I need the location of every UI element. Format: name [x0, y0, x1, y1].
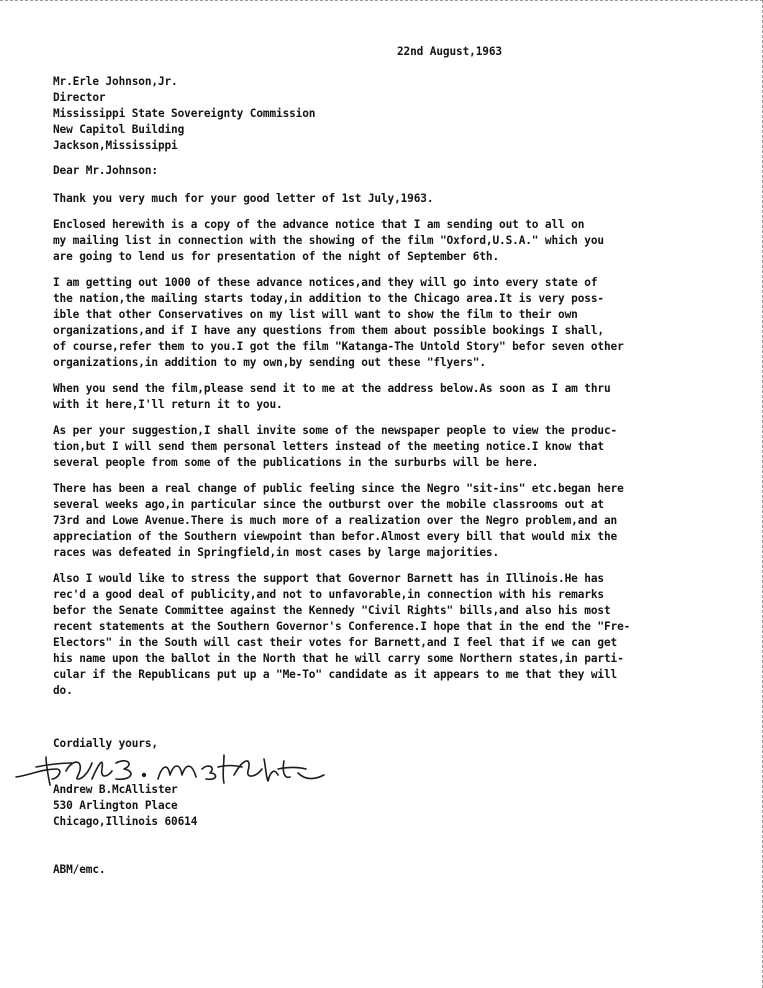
- body-line: the nation,the mailing starts today,in addition to the Chicago area.It is very poss-: [53, 292, 604, 305]
- body-line: organizations,in addition to my own,by sending out these "flyers".: [53, 356, 486, 369]
- body-line: befor the Senate Committee against the Kennedy "Civil Rights" bills,and also his most: [53, 604, 611, 617]
- body-line: several weeks ago,in particular since the outburst over the mobile classrooms out at: [53, 498, 604, 511]
- body-line: Enclosed herewith is a copy of the advance notice that I am sending out to all on: [53, 218, 585, 231]
- salutation: Dear Mr.Johnson:: [53, 164, 158, 177]
- paragraph-thanks: [53, 191, 713, 207]
- body-line: my mailing list in connection with the showing of the film "Oxford,U.S.A." which you: [53, 234, 604, 247]
- body-line: with it here,I'll return it to you.: [53, 398, 283, 411]
- body-line: Thank you very much for your good letter of 1st July,1963.: [53, 192, 434, 205]
- recipient-address: [53, 74, 315, 154]
- body-line: 73rd and Lowe Avenue.There is much more of a realization over the Negro problem,and an: [53, 514, 618, 527]
- paragraph-enclosure: [53, 217, 713, 265]
- sender-street: 530 Arlington Place: [53, 799, 178, 812]
- body-line: Electors" in the South will cast their votes for Barnett,and I feel that if we can get: [53, 636, 618, 649]
- recipient-line: Jackson,Mississippi: [53, 139, 178, 152]
- body-line: are going to lend us for presentation of the night of September 6th.: [53, 250, 500, 263]
- body-line: cular if the Republicans put up a "Me-To" candidate as it appears to me that they will: [53, 668, 618, 681]
- body-line: Also I would like to stress the support that Governor Barnett has in Illinois.He has: [53, 572, 604, 585]
- closing: Cordially yours,: [53, 737, 158, 750]
- body-line: As per your suggestion,I shall invite some of the newspaper people to view the produc-: [53, 424, 618, 437]
- body-line: I am getting out 1000 of these advance notices,and they will go into every state of: [53, 276, 598, 289]
- body-line: appreciation of the Southern viewpoint than befor.Almost every bill that would mix the: [53, 530, 618, 543]
- letter-body: [53, 191, 713, 709]
- typist-initials: ABM/emc.: [53, 863, 106, 876]
- body-line: When you send the film,please send it to me at the address below.As soon as I am thru: [53, 382, 611, 395]
- sender-name: Andrew B.McAllister: [53, 783, 178, 796]
- letter-date: 22nd August,1963: [397, 45, 502, 58]
- sender-block: [53, 782, 197, 830]
- scan-top-border: [0, 0, 763, 1]
- body-line: his name upon the ballot in the North that he will carry some Northern states,in parti-: [53, 652, 624, 665]
- paragraph-governor: [53, 571, 713, 699]
- body-line: recent statements at the Southern Governor's Conference.I hope that in the end the "Fre-: [53, 620, 631, 633]
- paragraph-newspaper: [53, 423, 713, 471]
- body-line: several people from some of the publications in the surburbs will be here.: [53, 456, 539, 469]
- body-line: tion,but I will send them personal letters instead of the meeting notice.I know that: [53, 440, 604, 453]
- body-line: of course,refer them to you.I got the film "Katanga-The Untold Story" befor seven other: [53, 340, 624, 353]
- body-line: do.: [53, 684, 73, 697]
- recipient-line: Director: [53, 91, 106, 104]
- paragraph-public-feeling: [53, 481, 713, 561]
- body-line: rec'd a good deal of publicity,and not to unfavorable,in connection with his remarks: [53, 588, 604, 601]
- recipient-line: New Capitol Building: [53, 123, 185, 136]
- recipient-line: Mr.Erle Johnson,Jr.: [53, 75, 178, 88]
- recipient-line: Mississippi State Sovereignty Commission: [53, 107, 316, 120]
- body-line: There has been a real change of public feeling since the Negro "sit-ins" etc.began here: [53, 482, 624, 495]
- sender-city: Chicago,Illinois 60614: [53, 815, 198, 828]
- body-line: ible that other Conservatives on my list will want to show the film to their own: [53, 308, 578, 321]
- body-line: races was defeated in Springfield,in most cases by large majorities.: [53, 546, 500, 559]
- paragraph-notices: [53, 275, 713, 371]
- paragraph-film-return: [53, 381, 713, 413]
- body-line: organizations,and if I have any questions from them about possible bookings I shall,: [53, 324, 604, 337]
